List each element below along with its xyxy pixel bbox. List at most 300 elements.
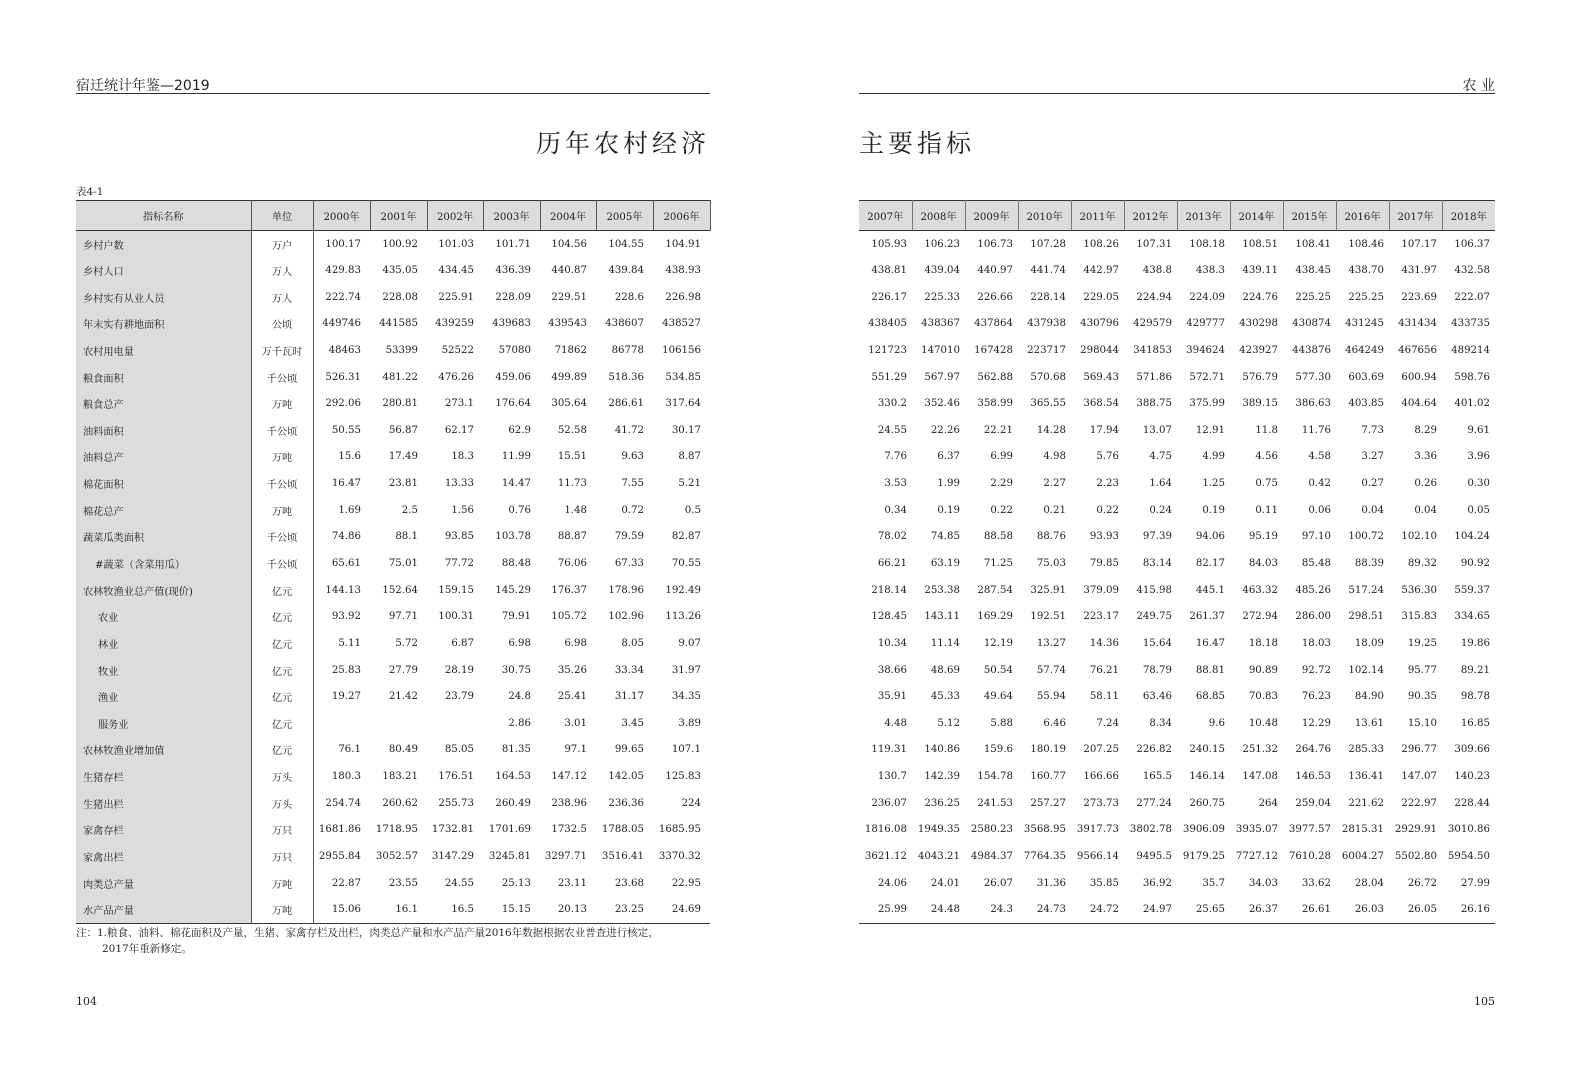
value-cell: 296.77: [1401, 744, 1437, 756]
value-cell: 15.64: [1142, 637, 1172, 649]
value-cell: 85.05: [444, 744, 474, 756]
value-cell: 78.02: [877, 531, 907, 543]
value-cell: 9.6: [1208, 717, 1225, 729]
indicator-name: 农业: [76, 603, 251, 630]
indicator-name: 生猪存栏: [76, 763, 251, 790]
value-cell: 0.24: [1149, 504, 1172, 516]
table-row: [859, 657, 1495, 684]
value-cell: 178.96: [608, 584, 644, 596]
value-cell: 2.86: [508, 717, 531, 729]
value-cell: 4.58: [1308, 451, 1331, 463]
value-cell: 7.55: [621, 478, 644, 490]
value-cell: 24.48: [930, 904, 960, 916]
value-cell: 23.11: [557, 877, 587, 889]
value-cell: 24.06: [877, 877, 907, 889]
value-cell: 315.83: [1401, 611, 1437, 623]
value-cell: 298.51: [1348, 611, 1384, 623]
value-cell: 3297.71: [544, 851, 587, 863]
value-cell: 140.86: [924, 744, 960, 756]
value-cell: 55.94: [1036, 691, 1066, 703]
right-page: [790, 0, 1587, 1077]
table-row: [76, 284, 710, 311]
value-cell: 102.14: [1348, 664, 1384, 676]
value-cell: 439.04: [924, 264, 960, 276]
value-cell: 440.87: [551, 264, 587, 276]
value-cell: 536.30: [1401, 584, 1437, 596]
table-row: [859, 524, 1495, 551]
value-cell: 260.62: [382, 797, 418, 809]
value-cell: 603.69: [1348, 371, 1384, 383]
value-cell: 11.76: [1301, 424, 1331, 436]
table-row: [859, 843, 1495, 870]
value-cell: 75.03: [1036, 558, 1066, 569]
unit-cell: 亿元: [251, 603, 313, 630]
value-cell: 449746: [322, 318, 361, 330]
value-cell: 18.3: [451, 451, 474, 463]
value-cell: 65.61: [331, 558, 361, 569]
value-cell: 379.09: [1083, 584, 1119, 596]
value-cell: 154.78: [977, 771, 1013, 783]
value-cell: 2.27: [1043, 478, 1066, 490]
value-cell: 12.91: [1195, 424, 1225, 436]
value-cell: 106.23: [924, 238, 960, 250]
value-cell: 25.13: [501, 877, 531, 889]
value-cell: 50.54: [983, 664, 1013, 676]
value-cell: 1732.5: [551, 824, 587, 836]
table-row: [76, 231, 710, 258]
value-cell: 74.86: [331, 531, 361, 543]
value-cell: 5.72: [395, 637, 418, 649]
value-cell: 22.26: [930, 424, 960, 436]
value-cell: 23.55: [388, 877, 418, 889]
indicator-name: 油料面积: [76, 417, 251, 444]
table-row: [859, 790, 1495, 817]
value-cell: 224.09: [1189, 291, 1225, 303]
value-cell: 272.94: [1242, 611, 1278, 623]
indicator-name: 生猪出栏: [76, 790, 251, 817]
unit-cell: 万吨: [251, 897, 313, 924]
value-cell: 176.37: [551, 584, 587, 596]
table-row: [76, 417, 710, 444]
value-cell: 108.18: [1189, 238, 1225, 250]
value-cell: 81.35: [501, 744, 531, 756]
value-cell: 264: [1258, 797, 1278, 809]
value-cell: 35.85: [1089, 877, 1119, 889]
value-cell: 285.33: [1348, 744, 1384, 756]
table-header-row: [859, 201, 1495, 231]
value-cell: 22.95: [671, 877, 701, 889]
value-cell: 192.49: [665, 584, 701, 596]
value-cell: 2955.84: [318, 851, 361, 863]
value-cell: 113.26: [665, 611, 701, 623]
indicator-name: 水产品产量: [76, 897, 251, 924]
value-cell: 9.61: [1467, 424, 1490, 436]
value-cell: 90.89: [1248, 664, 1278, 676]
value-cell: 330.2: [877, 398, 907, 410]
value-cell: 226.17: [871, 291, 907, 303]
value-cell: 6.98: [508, 637, 531, 649]
value-cell: 95.77: [1407, 664, 1437, 676]
value-cell: 119.31: [871, 744, 907, 756]
value-cell: 225.33: [924, 291, 960, 303]
value-cell: 438527: [662, 318, 701, 330]
value-cell: 0.19: [937, 504, 960, 516]
value-cell: 562.88: [977, 371, 1013, 383]
value-cell: 576.79: [1242, 371, 1278, 383]
value-cell: 481.22: [382, 371, 418, 383]
value-cell: 18.09: [1354, 637, 1384, 649]
value-cell: 3.45: [621, 717, 644, 729]
value-cell: 442.97: [1083, 264, 1119, 276]
value-cell: 76.1: [338, 744, 361, 756]
value-cell: 24.97: [1142, 904, 1172, 916]
value-cell: 26.37: [1248, 904, 1278, 916]
table-row: [859, 577, 1495, 604]
value-cell: 33.34: [614, 664, 644, 676]
value-cell: 24.3: [990, 904, 1013, 916]
value-cell: 28.19: [444, 664, 474, 676]
table-header-row: [76, 201, 710, 231]
value-cell: 0.19: [1202, 504, 1225, 516]
value-cell: 164.53: [495, 771, 531, 783]
value-cell: 11.14: [930, 637, 960, 649]
value-cell: 341853: [1133, 344, 1172, 356]
table-row: [76, 603, 710, 630]
value-cell: 434.45: [438, 264, 474, 276]
value-cell: 4984.37: [970, 851, 1013, 863]
value-cell: 598.76: [1454, 371, 1490, 383]
value-cell: 241.53: [977, 797, 1013, 809]
value-cell: 569.43: [1083, 371, 1119, 383]
value-cell: 26.03: [1354, 904, 1384, 916]
value-cell: 517.24: [1348, 584, 1384, 596]
value-cell: 224: [681, 797, 701, 809]
value-cell: 358.99: [977, 398, 1013, 410]
indicator-name: 年末实有耕地面积: [76, 310, 251, 337]
indicator-name: 棉花总产: [76, 497, 251, 524]
value-cell: 4.99: [1202, 451, 1225, 463]
value-cell: 600.94: [1401, 371, 1437, 383]
value-cell: 89.32: [1407, 558, 1437, 569]
value-cell: 435.05: [382, 264, 418, 276]
value-cell: 79.91: [501, 611, 531, 623]
value-cell: 403.85: [1348, 398, 1384, 410]
value-cell: 567.97: [924, 371, 960, 383]
value-cell: 7.24: [1096, 717, 1119, 729]
value-cell: [313, 710, 370, 737]
value-cell: 63.46: [1142, 691, 1172, 703]
value-cell: 445.1: [1195, 584, 1225, 596]
value-cell: 48463: [328, 344, 361, 356]
value-cell: 438367: [921, 318, 960, 330]
value-cell: 140.23: [1454, 771, 1490, 783]
value-cell: 489214: [1451, 344, 1490, 356]
indicator-name: 农林牧渔业增加值: [76, 737, 251, 764]
value-cell: 104.55: [608, 238, 644, 250]
value-cell: 23.25: [614, 904, 644, 916]
footnote-line: 注：1.粮食、油料、棉花面积及产量，生猪、家禽存栏及出栏，肉类总产量和水产品产量2016年数据根据农业普查进行核定，: [76, 927, 659, 939]
value-cell: 19.27: [331, 691, 361, 703]
value-cell: 82.87: [671, 531, 701, 543]
value-cell: 88.39: [1354, 558, 1384, 569]
value-cell: 142.05: [608, 771, 644, 783]
value-cell: 467656: [1398, 344, 1437, 356]
value-cell: 142.39: [924, 771, 960, 783]
value-cell: 22.87: [331, 877, 361, 889]
value-cell: 3977.57: [1288, 824, 1331, 836]
value-cell: 229.05: [1083, 291, 1119, 303]
table-row: [859, 497, 1495, 524]
value-cell: 128.45: [871, 611, 907, 623]
value-cell: 31.97: [671, 664, 701, 676]
value-cell: 147.07: [1401, 771, 1437, 783]
value-cell: 166.66: [1083, 771, 1119, 783]
unit-cell: 万人: [251, 284, 313, 311]
value-cell: 79.85: [1089, 558, 1119, 569]
value-cell: [427, 710, 483, 737]
value-cell: 147010: [921, 344, 960, 356]
value-cell: 52.58: [557, 424, 587, 436]
table-row: [859, 444, 1495, 471]
table-row: [76, 524, 710, 551]
value-cell: 41.72: [614, 424, 644, 436]
value-cell: 365.55: [1030, 398, 1066, 410]
value-cell: 11.99: [501, 451, 531, 463]
value-cell: 485.26: [1295, 584, 1331, 596]
value-cell: 19.25: [1407, 637, 1437, 649]
table-row: [76, 763, 710, 790]
value-cell: 1788.05: [601, 824, 644, 836]
table-row: [76, 630, 710, 657]
value-cell: 26.61: [1301, 904, 1331, 916]
value-cell: 24.01: [930, 877, 960, 889]
value-cell: 88.87: [557, 531, 587, 543]
value-cell: 228.6: [614, 291, 644, 303]
column-header-name: 指标名称: [76, 201, 251, 231]
value-cell: 9179.25: [1182, 851, 1225, 863]
value-cell: 93.93: [1089, 531, 1119, 543]
unit-cell: 千公顷: [251, 417, 313, 444]
value-cell: 3906.09: [1182, 824, 1225, 836]
footnote: [76, 925, 659, 957]
value-cell: 1.25: [1202, 478, 1225, 490]
indicator-name: 油料总产: [76, 444, 251, 471]
running-header-right: 农 业: [1462, 78, 1495, 94]
value-cell: 160.77: [1030, 771, 1066, 783]
value-cell: 4.98: [1043, 451, 1066, 463]
table-row: [76, 390, 710, 417]
value-cell: 280.81: [382, 398, 418, 410]
value-cell: 570.68: [1030, 371, 1066, 383]
value-cell: 228.09: [495, 291, 531, 303]
value-cell: 1.56: [451, 504, 474, 516]
indicator-name: 肉类总产量: [76, 870, 251, 897]
value-cell: 26.72: [1407, 877, 1437, 889]
value-cell: 16.1: [395, 904, 418, 916]
value-cell: 105.93: [871, 238, 907, 250]
table-row: [859, 763, 1495, 790]
left-page: [0, 0, 790, 1077]
value-cell: 3.27: [1361, 451, 1384, 463]
value-cell: 439.11: [1242, 264, 1278, 276]
value-cell: 0.21: [1043, 504, 1066, 516]
value-cell: 33.62: [1301, 877, 1331, 889]
table-row: [859, 470, 1495, 497]
value-cell: 0.75: [1255, 478, 1278, 490]
column-header-year: 2009年: [965, 201, 1018, 231]
value-cell: 9.07: [678, 637, 701, 649]
unit-cell: 万头: [251, 763, 313, 790]
value-cell: 438607: [605, 318, 644, 330]
value-cell: 15.10: [1407, 717, 1437, 729]
value-cell: 90.92: [1460, 558, 1490, 569]
value-cell: 26.05: [1407, 904, 1437, 916]
column-header-year: 2012年: [1124, 201, 1177, 231]
value-cell: 273.73: [1083, 797, 1119, 809]
value-cell: 254.74: [325, 797, 361, 809]
value-cell: 0.26: [1414, 478, 1437, 490]
indicator-name: 林业: [76, 630, 251, 657]
value-cell: 257.27: [1030, 797, 1066, 809]
value-cell: 1816.08: [864, 824, 907, 836]
value-cell: 464249: [1345, 344, 1384, 356]
table-row: [76, 577, 710, 604]
value-cell: 0.42: [1308, 478, 1331, 490]
value-cell: 3516.41: [601, 851, 644, 863]
unit-cell: 万吨: [251, 497, 313, 524]
value-cell: 401.02: [1454, 398, 1490, 410]
value-cell: 24.72: [1089, 904, 1119, 916]
unit-cell: 万只: [251, 817, 313, 844]
unit-cell: 公顷: [251, 310, 313, 337]
value-cell: 559.37: [1454, 584, 1490, 596]
value-cell: 17.94: [1089, 424, 1119, 436]
value-cell: 58.11: [1089, 691, 1119, 703]
column-header-year: 2001年: [370, 201, 427, 231]
value-cell: 441585: [379, 318, 418, 330]
value-cell: 7727.12: [1235, 851, 1278, 863]
value-cell: 240.15: [1189, 744, 1225, 756]
value-cell: 334.65: [1454, 611, 1490, 623]
column-header-year: 2014年: [1230, 201, 1283, 231]
value-cell: 551.29: [871, 371, 907, 383]
column-header-year: 2005年: [596, 201, 653, 231]
value-cell: 7.73: [1361, 424, 1384, 436]
value-cell: 183.21: [382, 771, 418, 783]
value-cell: 50.55: [331, 424, 361, 436]
value-cell: 25.83: [331, 664, 361, 676]
value-cell: 62.17: [444, 424, 474, 436]
value-cell: 101.71: [495, 238, 531, 250]
unit-cell: 万只: [251, 843, 313, 870]
table-row: [859, 603, 1495, 630]
value-cell: 286.61: [608, 398, 644, 410]
value-cell: 2580.23: [970, 824, 1013, 836]
value-cell: 7.76: [884, 451, 907, 463]
value-cell: 78.79: [1142, 664, 1172, 676]
value-cell: 74.85: [930, 531, 960, 543]
value-cell: 404.64: [1401, 398, 1437, 410]
value-cell: 192.51: [1030, 611, 1066, 623]
value-cell: 2929.91: [1394, 824, 1437, 836]
column-header-year: 2006年: [653, 201, 710, 231]
table-row: [859, 817, 1495, 844]
value-cell: 106.73: [977, 238, 1013, 250]
column-header-year: 2011年: [1071, 201, 1124, 231]
value-cell: 388.75: [1136, 398, 1172, 410]
value-cell: 3.96: [1467, 451, 1490, 463]
value-cell: 106156: [662, 344, 701, 356]
value-cell: 48.69: [930, 664, 960, 676]
value-cell: 93.92: [331, 611, 361, 623]
value-cell: 165.5: [1142, 771, 1172, 783]
value-cell: 94.06: [1195, 531, 1225, 543]
indicator-name: 粮食面积: [76, 364, 251, 391]
column-header-year: 2008年: [912, 201, 965, 231]
table-row: [76, 683, 710, 710]
value-cell: 25.99: [877, 904, 907, 916]
value-cell: 9.63: [621, 451, 644, 463]
value-cell: 97.1: [564, 744, 587, 756]
indicator-name: 乡村人口: [76, 257, 251, 284]
value-cell: 24.73: [1036, 904, 1066, 916]
column-header-year: 2002年: [427, 201, 483, 231]
table-row: [76, 817, 710, 844]
value-cell: 253.38: [924, 584, 960, 596]
value-cell: 52522: [441, 344, 474, 356]
value-cell: 108.41: [1295, 238, 1331, 250]
value-cell: 107.17: [1401, 238, 1437, 250]
value-cell: 22.21: [983, 424, 1013, 436]
value-cell: 26.07: [983, 877, 1013, 889]
column-header-year: 2000年: [313, 201, 370, 231]
table-row: [76, 364, 710, 391]
value-cell: 107.1: [671, 744, 701, 756]
value-cell: 15.6: [338, 451, 361, 463]
value-cell: 30.75: [501, 664, 531, 676]
value-cell: 16.47: [331, 478, 361, 490]
value-cell: 68.85: [1195, 691, 1225, 703]
value-cell: 1.64: [1149, 478, 1172, 490]
value-cell: 223.69: [1401, 291, 1437, 303]
value-cell: 108.51: [1242, 238, 1278, 250]
value-cell: 2815.31: [1341, 824, 1384, 836]
value-cell: 100.92: [382, 238, 418, 250]
value-cell: 4.56: [1255, 451, 1278, 463]
value-cell: 433735: [1451, 318, 1490, 330]
value-cell: 25.65: [1195, 904, 1225, 916]
value-cell: 76.06: [557, 558, 587, 569]
value-cell: 325.91: [1030, 584, 1066, 596]
value-cell: 104.91: [665, 238, 701, 250]
value-cell: 71.25: [983, 558, 1013, 569]
value-cell: 534.85: [665, 371, 701, 383]
value-cell: 31.36: [1036, 877, 1066, 889]
value-cell: 90.35: [1407, 691, 1437, 703]
value-cell: 0.22: [1096, 504, 1119, 516]
value-cell: 10.48: [1248, 717, 1278, 729]
indicator-name: 农林牧渔业总产值(现价): [76, 577, 251, 604]
value-cell: 35.7: [1202, 877, 1225, 889]
value-cell: 571.86: [1136, 371, 1172, 383]
value-cell: 86778: [611, 344, 644, 356]
value-cell: 13.27: [1036, 637, 1066, 649]
table-row: [859, 337, 1495, 364]
value-cell: 15.51: [557, 451, 587, 463]
value-cell: 84.90: [1354, 691, 1384, 703]
unit-cell: 万人: [251, 257, 313, 284]
value-cell: 6.98: [564, 637, 587, 649]
